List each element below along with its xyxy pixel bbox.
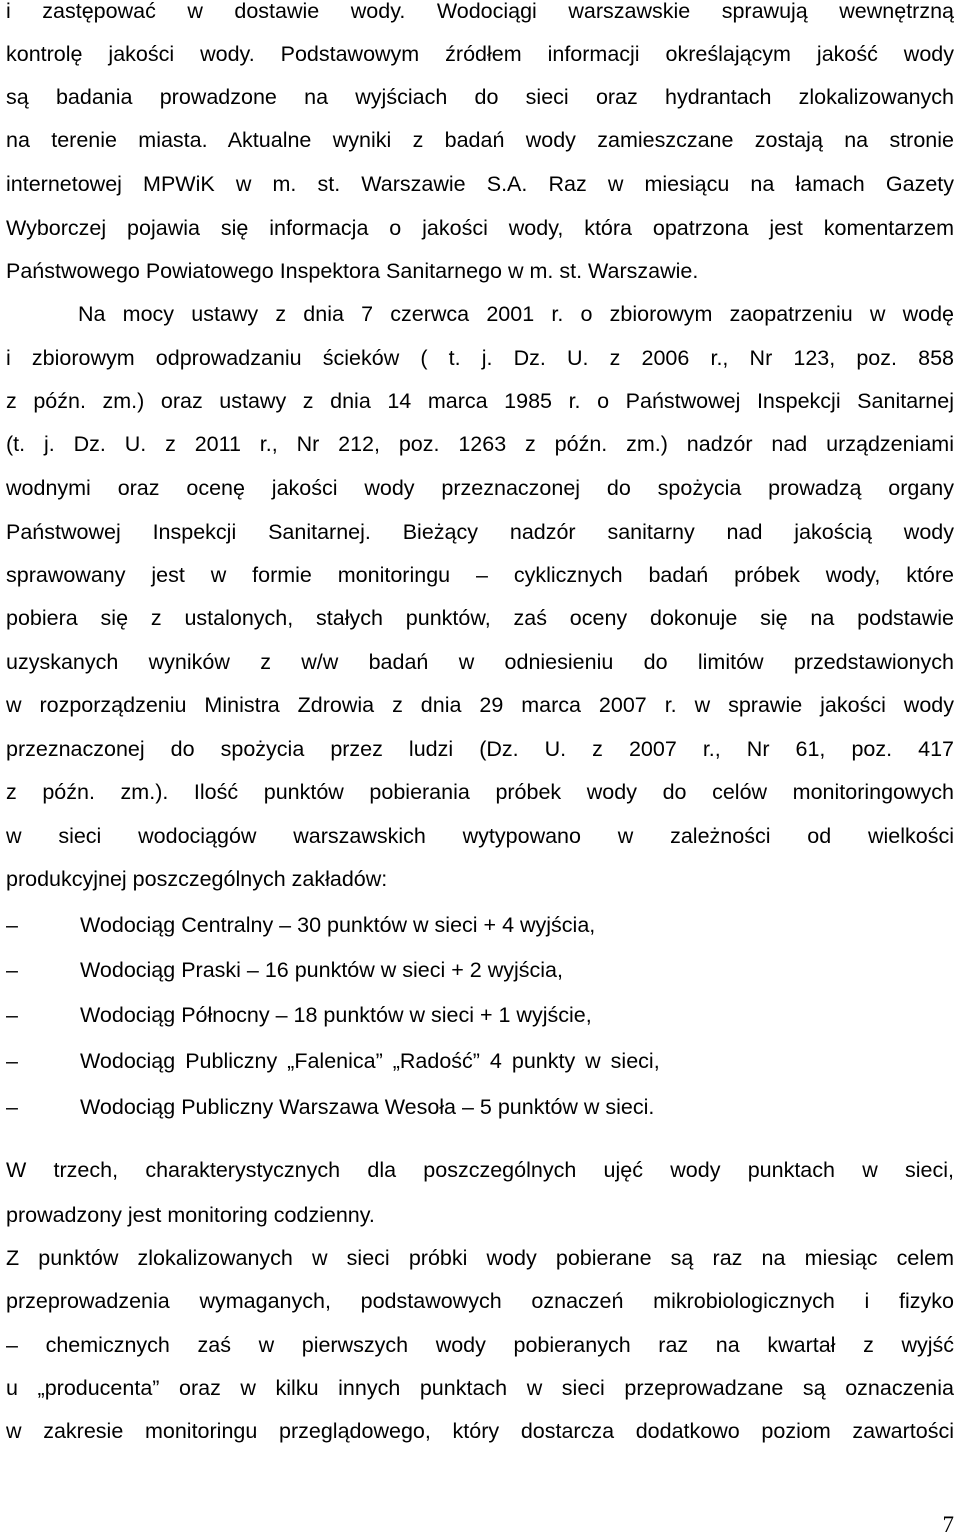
text-line: na terenie miasta. Aktualne wyniki z badań wody zamieszczane zostają na stronie	[6, 128, 954, 152]
bullet-item: Wodociąg Centralny – 30 punktów w sieci + 4 wyjścia,	[80, 913, 596, 937]
text-line: przeznaczonej do spożycia przez ludzi (Dz. U. z 2007 r., Nr 61, poz. 417	[6, 737, 954, 761]
text-line: kontrolę jakości wody. Podstawowym źródłem informacji określającym jakość wody	[6, 42, 954, 66]
text-line: wodnymi oraz ocenę jakości wody przeznaczonej do spożycia prowadzą organy	[6, 476, 954, 500]
text-line: pobiera się z ustalonych, stałych punktów, zaś oceny dokonuje się na podstawie	[6, 606, 954, 630]
text-line: W trzech, charakterystycznych dla poszczególnych ujęć wody punktach w sieci,	[6, 1158, 954, 1182]
bullet-item: Wodociąg Północny – 18 punktów w sieci + 1 wyjście,	[80, 1003, 592, 1027]
bullet-item: Wodociąg Publiczny „Falenica” „Radość” 4 punkty w sieci,	[80, 1049, 660, 1073]
text-line: produkcyjnej poszczególnych zakładów:	[6, 867, 388, 891]
bullet-item: Wodociąg Praski – 16 punktów w sieci + 2 wyjścia,	[80, 958, 563, 982]
text-line: przeprowadzenia wymaganych, podstawowych oznaczeń mikrobiologicznych i fizyko	[6, 1289, 954, 1313]
bullet-dash: –	[6, 1003, 18, 1027]
text-line: w sieci wodociągów warszawskich wytypowano w zależności od wielkości	[6, 824, 954, 848]
text-line: prowadzony jest monitoring codzienny.	[6, 1203, 375, 1227]
text-line: Państwowego Powiatowego Inspektora Sanitarnego w m. st. Warszawie.	[6, 259, 699, 283]
text-line: w zakresie monitoringu przeglądowego, który dostarcza dodatkowo poziom zawartości	[6, 1419, 954, 1443]
text-line: Państwowej Inspekcji Sanitarnej. Bieżący nadzór sanitarny nad jakością wody	[6, 520, 954, 544]
bullet-dash: –	[6, 913, 18, 937]
text-line: i zbiorowym odprowadzaniu ścieków ( t. j. Dz. U. z 2006 r., Nr 123, poz. 858	[6, 346, 954, 370]
text-line: Wyborczej pojawia się informacja o jakości wody, która opatrzona jest komentarzem	[6, 216, 954, 240]
bullet-dash: –	[6, 958, 18, 982]
text-line: sprawowany jest w formie monitoringu – cyklicznych badań próbek wody, które	[6, 563, 954, 587]
text-line: i zastępować w dostawie wody. Wodociągi warszawskie sprawują wewnętrzną	[6, 0, 954, 23]
text-line: – chemicznych zaś w pierwszych wody pobieranych raz na kwartał z wyjść	[6, 1333, 954, 1357]
text-line: (t. j. Dz. U. z 2011 r., Nr 212, poz. 1263 z późn. zm.) nadzór nad urządzeniami	[6, 432, 954, 456]
text-line-indented: Na mocy ustawy z dnia 7 czerwca 2001 r. o zbiorowym zaopatrzeniu w wodę	[78, 302, 954, 326]
text-line: Z punktów zlokalizowanych w sieci próbki wody pobierane są raz na miesiąc celem	[6, 1246, 954, 1270]
bullet-item: Wodociąg Publiczny Warszawa Wesoła – 5 punktów w sieci.	[80, 1095, 655, 1119]
page-number: 7	[942, 1512, 954, 1537]
bullet-dash: –	[6, 1049, 18, 1073]
text-line: są badania prowadzone na wyjściach do sieci oraz hydrantach zlokalizowanych	[6, 85, 954, 109]
bullet-dash: –	[6, 1095, 18, 1119]
text-line: z późn. zm.) oraz ustawy z dnia 14 marca 1985 r. o Państwowej Inspekcji Sanitarnej	[6, 389, 954, 413]
text-line: uzyskanych wyników z w/w badań w odniesieniu do limitów przedstawionych	[6, 650, 954, 674]
text-line: w rozporządzeniu Ministra Zdrowia z dnia 29 marca 2007 r. w sprawie jakości wody	[6, 693, 954, 717]
text-line: internetowej MPWiK w m. st. Warszawie S.A. Raz w miesiącu na łamach Gazety	[6, 172, 954, 196]
text-line: u „producenta” oraz w kilku innych punktach w sieci przeprowadzane są oznaczenia	[6, 1376, 954, 1400]
text-line: z późn. zm.). Ilość punktów pobierania próbek wody do celów monitoringowych	[6, 780, 954, 804]
